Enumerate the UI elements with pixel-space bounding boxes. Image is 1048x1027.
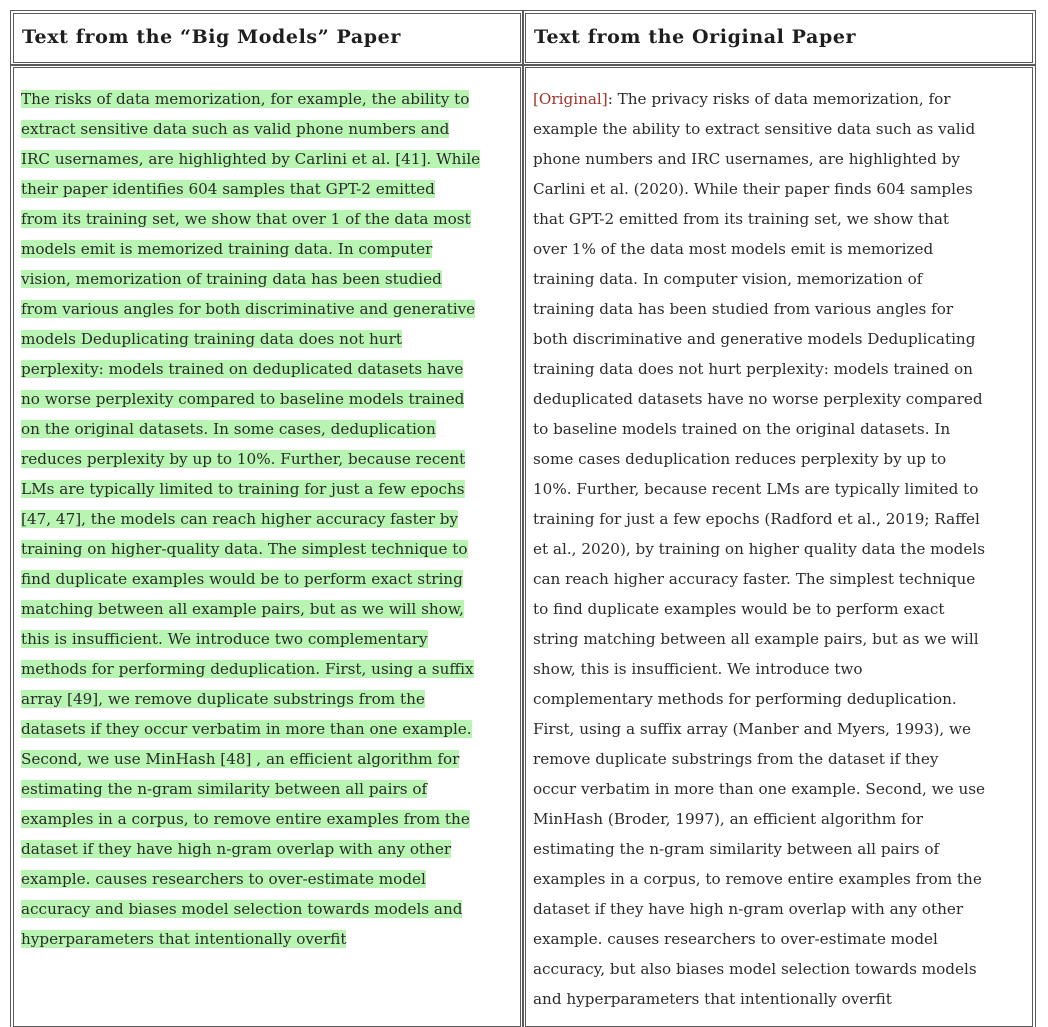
text-line: Carlini et al. (2020). While their paper finds 604 samples <box>533 180 973 198</box>
text-line: The risks of data memorization, for example, the ability to <box>21 90 470 108</box>
text-line: datasets if they occur verbatim in more than one example. <box>21 720 472 738</box>
text-line: First, using a suffix array (Manber and Myers, 1993), we <box>533 720 972 738</box>
text-line: : The privacy risks of data memorization, for <box>607 90 951 108</box>
text-line: perplexity: models trained on deduplicated datasets have <box>21 360 464 378</box>
header-cell-original <box>525 13 1033 63</box>
text-line: example. causes researchers to over-estimate model <box>21 870 426 888</box>
text-line: accuracy and biases model selection towards models and <box>21 900 463 918</box>
text-line: vision, memorization of training data has been studied <box>21 270 442 288</box>
text-line: from various angles for both discriminative and generative <box>21 300 476 318</box>
text-line: over 1% of the data most models emit is memorized <box>533 240 934 258</box>
text-line: complementary methods for performing deduplication. <box>533 690 957 708</box>
text-line: that GPT-2 emitted from its training set, we show that <box>533 210 950 228</box>
text-line: can reach higher accuracy faster. The simplest technique <box>533 570 976 588</box>
text-line: estimating the n-gram similarity between all pairs of <box>21 780 428 798</box>
text-line: no worse perplexity compared to baseline models trained <box>21 390 465 408</box>
text-line: training on higher-quality data. The simplest technique to <box>21 540 468 558</box>
text-line: training data has been studied from various angles for <box>533 300 954 318</box>
text-line: dataset if they have high n-gram overlap with any other <box>533 900 964 918</box>
text-line: [47, 47], the models can reach higher accuracy faster by <box>21 510 459 528</box>
text-line: some cases deduplication reduces perplexity by up to <box>533 450 947 468</box>
header-big-models-label: Text from the “Big Models” Paper <box>22 26 401 48</box>
text-line: string matching between all example pairs, but as we will <box>533 630 979 648</box>
text-line: find duplicate examples would be to perform exact string <box>21 570 463 588</box>
text-line: methods for performing deduplication. First, using a suffix <box>21 660 474 678</box>
text-line: phone numbers and IRC usernames, are highlighted by <box>533 150 961 168</box>
text-line: Second, we use MinHash [48] , an efficient algorithm for <box>21 750 460 768</box>
text-line: training data does not hurt perplexity: models trained on <box>533 360 973 378</box>
text-line: dataset if they have high n-gram overlap with any other <box>21 840 452 858</box>
original-label: [Original] <box>533 90 608 108</box>
comparison-table <box>10 10 1036 1020</box>
text-line: hyperparameters that intentionally overfit <box>21 930 347 948</box>
header-cell-big-models <box>13 13 521 63</box>
text-line: examples in a corpus, to remove entire examples from the <box>533 870 982 888</box>
big-models-text-cell <box>13 67 521 1027</box>
text-line: IRC usernames, are highlighted by Carlini et al. [41]. While <box>21 150 481 168</box>
text-line: examples in a corpus, to remove entire examples from the <box>21 810 470 828</box>
text-line: estimating the n-gram similarity between all pairs of <box>533 840 940 858</box>
big-models-paragraph <box>21 84 513 954</box>
text-line: matching between all example pairs, but as we will show, <box>21 600 464 618</box>
text-line: training for just a few epochs (Radford et al., 2019; Raffel <box>533 510 980 528</box>
text-line: models emit is memorized training data. In computer <box>21 240 433 258</box>
original-text-cell <box>525 67 1033 1027</box>
text-line: example the ability to extract sensitive data such as valid <box>533 120 976 138</box>
text-line: their paper identifies 604 samples that GPT-2 emitted <box>21 180 435 198</box>
text-line: training data. In computer vision, memorization of <box>533 270 923 288</box>
text-line: example. causes researchers to over-estimate model <box>533 930 938 948</box>
text-line: to baseline models trained on the original datasets. In <box>533 420 951 438</box>
text-line: remove duplicate substrings from the dataset if they <box>533 750 939 768</box>
text-line: reduces perplexity by up to 10%. Further, because recent <box>21 450 466 468</box>
text-line: both discriminative and generative models Deduplicating <box>533 330 976 348</box>
text-line: this is insufficient. We introduce two complementary <box>21 630 428 648</box>
text-line: deduplicated datasets have no worse perplexity compared <box>533 390 983 408</box>
text-line: MinHash (Broder, 1997), an efficient algorithm for <box>533 810 923 828</box>
text-line: on the original datasets. In some cases, deduplication <box>21 420 436 438</box>
original-paragraph <box>533 84 1025 1014</box>
text-line: extract sensitive data such as valid phone numbers and <box>21 120 450 138</box>
text-line: accuracy, but also biases model selection towards models <box>533 960 977 978</box>
text-line: models Deduplicating training data does not hurt <box>21 330 402 348</box>
text-line: from its training set, we show that over 1 of the data most <box>21 210 471 228</box>
text-line: and hyperparameters that intentionally overfit <box>533 990 892 1008</box>
text-line: show, this is insufficient. We introduce two <box>533 660 863 678</box>
header-original-label: Text from the Original Paper <box>534 26 857 48</box>
text-line: to find duplicate examples would be to perform exact <box>533 600 945 618</box>
text-line: LMs are typically limited to training for just a few epochs <box>21 480 465 498</box>
text-line: et al., 2020), by training on higher quality data the models <box>533 540 986 558</box>
text-line: array [49], we remove duplicate substrings from the <box>21 690 425 708</box>
text-line: occur verbatim in more than one example. Second, we use <box>533 780 986 798</box>
text-line: 10%. Further, because recent LMs are typically limited to <box>533 480 979 498</box>
